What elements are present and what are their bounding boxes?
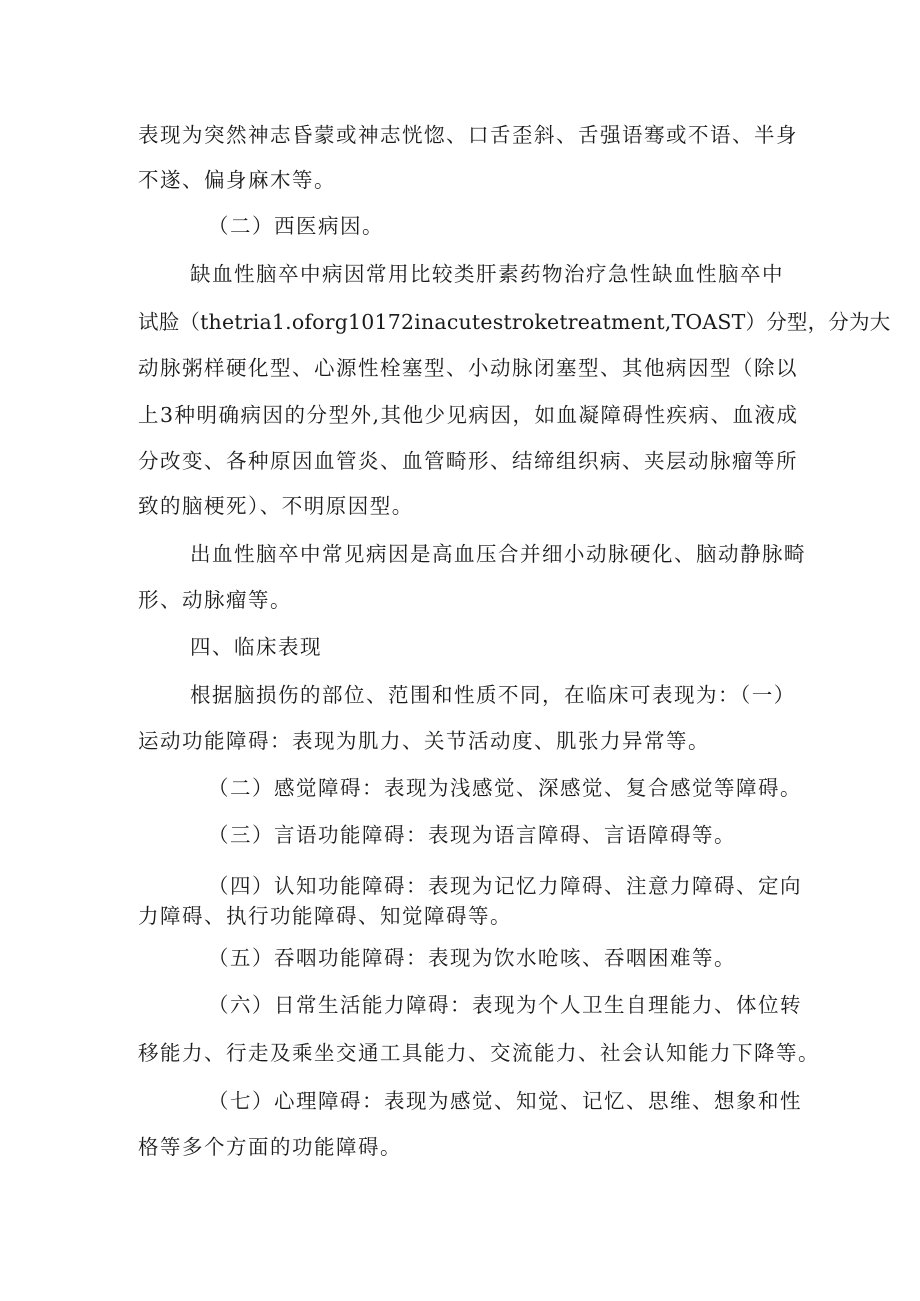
text-line: 力障碍、执行功能障碍、知觉障碍等。: [138, 904, 512, 928]
text-line: 运动功能障碍：表现为肌力、关节活动度、肌张力异常等。: [138, 729, 710, 753]
section-heading-western-causes: （二）西医病因。: [208, 214, 384, 238]
text-line: 出血性脑卒中常见病因是高血压合并细小动脉硬化、脑动静脉畸: [190, 542, 806, 566]
text-line: 表现为突然神志昏蒙或神志恍惚、口舌歪斜、舌强语骞或不语、半身: [138, 123, 798, 147]
text-line: （六）日常生活能力障碍：表现为个人卫生自理能力、体位转: [208, 993, 802, 1017]
list-item-speech: （三）言语功能障碍：表现为语言障碍、言语障碍等。: [208, 823, 736, 847]
text-line: 缺血性脑卒中病因常用比较类肝素药物治疗急性缺血性脑卒中: [190, 262, 784, 286]
list-item-swallowing: （五）吞咽功能障碍：表现为饮水呛咳、吞咽困难等。: [208, 946, 736, 970]
text-line: 上3种明确病因的分型外,其他少见病因，如血凝障碍性疾病、血液成: [138, 403, 799, 427]
text-line: 根据脑损伤的部位、范围和性质不同，在临床可表现为：（一）: [190, 683, 796, 707]
text-line: 致的脑梗死）、不明原因型。: [138, 494, 414, 518]
text-line: 动脉粥样硬化型、心源性栓塞型、小动脉闭塞型、其他病因型（除以: [138, 356, 798, 380]
text-line: 分改变、各种原因血管炎、血管畸形、结缔组织病、夹层动脉瘤等所: [138, 449, 798, 473]
text-line: 形、动脉瘤等。: [138, 588, 292, 612]
text-line: 格等多个方面的功能障碍。: [138, 1135, 402, 1159]
text-line: （七）心理障碍：表现为感觉、知觉、记忆、思维、想象和性: [208, 1089, 802, 1113]
text-line: 不遂、偏身麻木等。: [138, 168, 336, 192]
list-item-sensory: （二）感觉障碍：表现为浅感觉、深感觉、复合感觉等障碍。: [208, 776, 802, 800]
section-heading-clinical-manifestations: 四、临床表现: [190, 635, 322, 659]
text-line: 移能力、行走及乘坐交通工具能力、交流能力、社会认知能力下降等。: [138, 1041, 820, 1065]
text-line: （四）认知功能障碍：表现为记忆力障碍、注意力障碍、定向: [208, 874, 802, 898]
text-line: 试脸（thetria1.oforg10172inacutestroketreatment,TOAST）分型，分为大: [138, 310, 891, 334]
